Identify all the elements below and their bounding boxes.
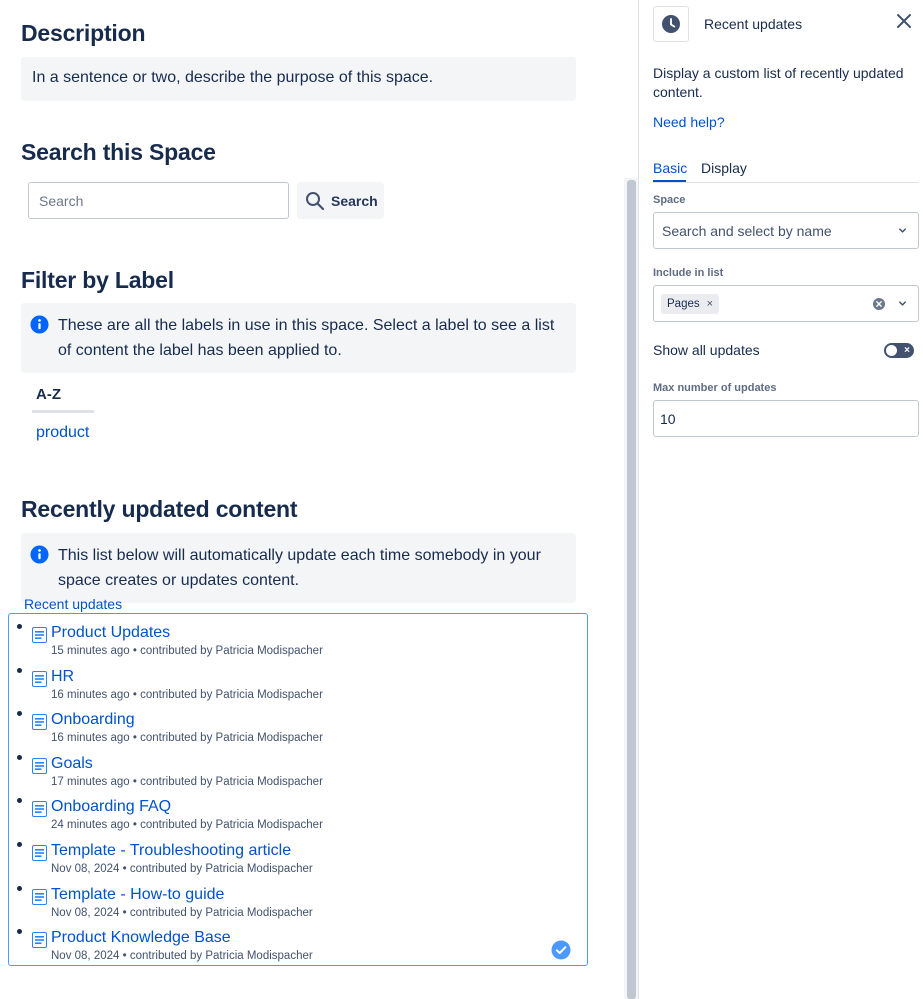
page-icon (32, 932, 47, 948)
chevron-down-icon[interactable] (897, 298, 908, 309)
meta-separator: • (132, 775, 137, 788)
chip-pages-label: Pages (667, 298, 700, 310)
info-icon (30, 315, 49, 334)
page-link[interactable]: Template - Troubleshooting article (51, 842, 292, 859)
description-box[interactable] (21, 57, 576, 101)
contributed-by-text: contributed by (129, 863, 203, 875)
clear-all-icon[interactable] (872, 297, 886, 311)
page-link[interactable]: Template - How-to guide (51, 885, 225, 903)
author-name[interactable]: Patricia Modispacher (205, 863, 313, 875)
meta-separator: • (132, 688, 137, 701)
toggle-knob (886, 345, 897, 356)
panel-description: Display a custom list of recently updated content. (653, 65, 904, 100)
tabs-border (653, 182, 919, 183)
update-time: 16 minutes ago (51, 732, 130, 745)
chevron-down-icon[interactable] (897, 225, 908, 236)
update-time: Nov 08, 2024 (51, 863, 120, 875)
update-meta (51, 907, 313, 919)
update-meta (51, 819, 323, 831)
update-time: Nov 08, 2024 (51, 906, 120, 919)
recent-updates-macro[interactable] (8, 613, 588, 966)
list-bullet (17, 755, 22, 760)
update-meta (51, 732, 323, 744)
tab-display[interactable]: Display (701, 160, 747, 176)
update-time: 16 minutes ago (51, 688, 130, 701)
magnifier-icon (305, 191, 325, 211)
update-meta (51, 863, 313, 875)
author-name[interactable]: Patricia Modispacher (215, 645, 323, 657)
update-time: 15 minutes ago (51, 645, 130, 657)
author-name[interactable]: Patricia Modispacher (215, 688, 323, 701)
contributed-by-text: contributed by (140, 732, 213, 745)
show-all-updates-toggle[interactable] (884, 343, 914, 358)
space-search-input[interactable] (28, 182, 289, 219)
include-field-label: Include in list (653, 267, 724, 279)
list-bullet (17, 668, 22, 673)
update-meta (51, 645, 323, 657)
page-link[interactable]: Product Updates (51, 624, 171, 641)
list-item (9, 745, 587, 789)
page-icon (32, 627, 47, 643)
max-updates-label: Max number of updates (653, 382, 777, 394)
recent-info-panel (21, 533, 576, 603)
page-link[interactable]: Product Knowledge Base (51, 929, 231, 947)
contributed-by-text: contributed by (129, 950, 203, 963)
author-name[interactable]: Patricia Modispacher (215, 732, 323, 745)
recently-updated-heading: Recently updated content (21, 496, 298, 522)
author-name[interactable]: Patricia Modispacher (205, 906, 313, 919)
author-name[interactable]: Patricia Modispacher (215, 775, 323, 788)
list-item (9, 876, 587, 920)
contributed-by-text: contributed by (129, 906, 203, 919)
label-link-product[interactable]: product (36, 424, 90, 441)
description-heading: Description (21, 20, 146, 46)
search-space-heading: Search this Space (21, 139, 216, 165)
meta-separator: • (122, 950, 127, 963)
update-time: 24 minutes ago (51, 819, 130, 832)
author-name[interactable]: Patricia Modispacher (205, 950, 313, 963)
space-search-button[interactable] (297, 182, 384, 219)
chip-pages (661, 294, 719, 314)
page-link[interactable]: Onboarding FAQ (51, 798, 172, 816)
page-icon (32, 845, 47, 861)
az-tab[interactable]: A-Z (36, 386, 61, 403)
update-time: Nov 08, 2024 (51, 950, 120, 963)
page-icon (32, 671, 47, 687)
list-item (9, 701, 587, 745)
editor-scrollbar-thumb[interactable] (627, 180, 636, 999)
chip-remove-icon[interactable]: × (706, 298, 714, 310)
list-bullet (17, 798, 22, 803)
meta-separator: • (132, 732, 137, 745)
page-link[interactable]: Goals (51, 754, 93, 772)
list-item (9, 788, 587, 832)
meta-separator: • (132, 819, 137, 832)
contributed-by-text: contributed by (140, 645, 213, 657)
contributed-by-text: contributed by (140, 775, 213, 788)
meta-separator: • (132, 645, 137, 657)
update-meta (51, 689, 323, 701)
meta-separator: • (122, 863, 127, 875)
page-icon (32, 801, 47, 817)
update-meta (51, 776, 323, 788)
update-time: 17 minutes ago (51, 775, 130, 788)
recent-updates-macro-caption[interactable]: Recent updates (24, 596, 123, 612)
page-link[interactable]: Onboarding (51, 711, 135, 729)
page-icon (32, 714, 47, 730)
show-all-updates-label: Show all updates (653, 342, 760, 358)
list-bullet (17, 624, 22, 629)
meta-separator: • (122, 906, 127, 919)
info-icon (30, 545, 49, 564)
need-help-link[interactable]: Need help? (653, 114, 725, 130)
check-circle-icon (551, 940, 571, 960)
macro-config-panel (639, 0, 923, 999)
tab-basic[interactable]: Basic (653, 160, 688, 176)
filter-label-heading: Filter by Label (21, 267, 174, 293)
space-select-placeholder: Search and select by name (662, 223, 832, 239)
labels-info-panel (21, 303, 576, 373)
page-icon (32, 758, 47, 774)
list-item (9, 832, 587, 876)
toggle-off-icon: × (904, 345, 910, 356)
list-bullet (17, 842, 22, 847)
author-name[interactable]: Patricia Modispacher (215, 819, 323, 832)
page-icon (32, 889, 47, 905)
list-item (9, 614, 587, 658)
list-item (9, 919, 587, 963)
panel-title: Recent updates (704, 16, 803, 32)
recent-info-text: This list below will automatically update each time somebody in your space creates or updates content. (58, 547, 541, 589)
contributed-by-text: contributed by (140, 688, 213, 701)
description-text: In a sentence or two, describe the purpose of this space. (32, 69, 434, 86)
macro-icon-tile (653, 6, 689, 42)
update-meta (51, 950, 313, 962)
clock-icon (661, 14, 681, 34)
list-bullet (17, 711, 22, 716)
page-link[interactable]: HR (51, 667, 75, 685)
space-field-label: Space (653, 194, 686, 206)
labels-info-text: These are all the labels in use in this space. Select a label to see a list of content the label has been applied to. (58, 317, 555, 359)
list-item (9, 658, 587, 702)
include-multiselect[interactable] (653, 285, 919, 322)
contributed-by-text: contributed by (140, 819, 213, 832)
max-updates-input[interactable] (653, 400, 919, 437)
list-bullet (17, 886, 22, 891)
az-tab-underline (32, 410, 94, 413)
space-select[interactable] (653, 212, 919, 249)
close-icon[interactable] (895, 12, 913, 30)
space-search-button-label: Search (331, 192, 378, 209)
list-bullet (17, 929, 22, 934)
